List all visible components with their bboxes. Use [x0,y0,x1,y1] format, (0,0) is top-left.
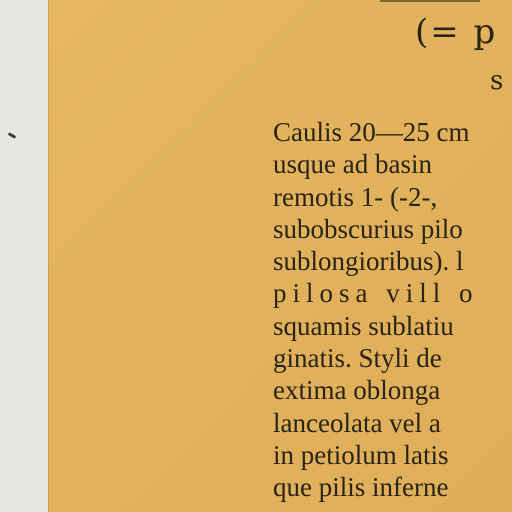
text-line: Caulis 20—25 cm [273,117,470,147]
text-line: in petiolum latis [273,439,449,470]
text-line: remotis 1- (-2-, [273,181,438,212]
body-text [273,116,479,504]
text-line: sublongioribus). l [273,246,464,277]
text-line: que pilis inferne [273,472,449,503]
text-line: extima oblonga [273,375,441,406]
cropped-text-line [380,0,480,2]
gutter-mark [8,132,16,139]
text-line: subobscurius pilo [273,213,463,244]
book-page [48,0,512,512]
text-line: pilosa vill o [273,278,479,309]
section-heading: (= p [415,12,498,52]
text-line: ginatis. Styli de [273,343,442,374]
section-subheading: s [490,66,504,96]
text-line: lanceolata vel a [273,407,441,438]
text-line: usque ad basin [273,149,432,180]
text-line: squamis sublatiu [273,310,454,341]
